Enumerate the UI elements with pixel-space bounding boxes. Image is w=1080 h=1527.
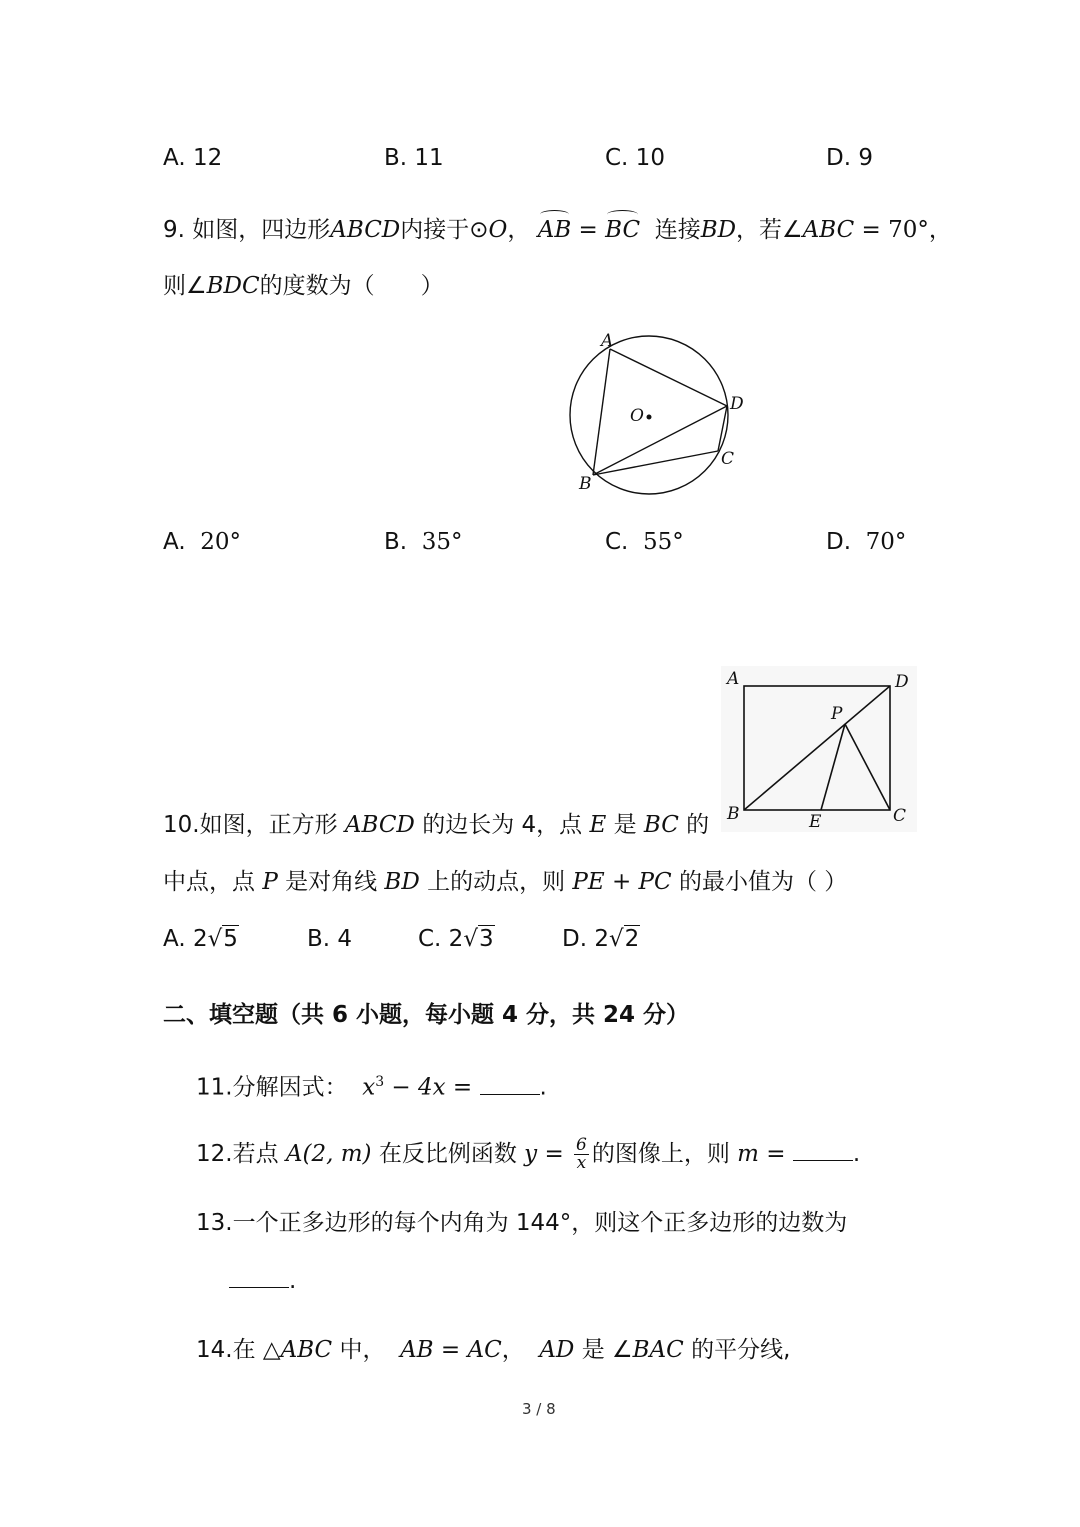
segment-bc [593, 451, 718, 475]
q10-line1: 10.如图，正方形 ABCD 的边长为 4，点 E 是 BC 的 [163, 812, 710, 838]
q8-option-a: A. 12 [163, 145, 223, 171]
section-heading: 二、填空题（共 6 小题，每小题 4 分，共 24 分） [163, 1002, 690, 1028]
label-a: A [601, 331, 614, 351]
arc-ab: AB [537, 217, 572, 243]
label-d: D [730, 394, 744, 414]
label-c: C [893, 806, 907, 826]
segment-bd [593, 406, 727, 475]
answer-blank[interactable] [480, 1074, 540, 1095]
q10-option-d: D. 2√2 [562, 926, 640, 952]
label-e: E [809, 812, 822, 832]
q9-option-c: C. 55° [605, 529, 684, 555]
q10-option-a: A. 2√5 [163, 926, 238, 952]
q8-option-b: B. 11 [384, 145, 444, 171]
q9-line1: 9. 如图，四边形ABCD内接于⊙O， AB = BC 连接BD，若∠ABC = 70°， [163, 217, 952, 243]
segment-ad [610, 349, 727, 406]
label-a: A [727, 669, 740, 689]
q9-option-a: A. 20° [163, 529, 242, 555]
label-p: P [831, 704, 843, 724]
q9-option-d: D. 70° [826, 529, 907, 555]
q13-line2: . [229, 1266, 296, 1296]
q9-line2: 则∠BDC的度数为（ ） [163, 273, 444, 299]
label-c: C [721, 449, 735, 469]
page-number: 3 / 8 [522, 1400, 556, 1418]
q8-option-c: C. 10 [605, 145, 665, 171]
answer-blank[interactable] [229, 1267, 289, 1288]
label-d: D [895, 672, 909, 692]
q11-line: 11.分解因式： $x^3 - 4x$ = . [196, 1074, 547, 1101]
q9-option-b: B. 35° [384, 529, 463, 555]
q10-option-b: B. 4 [307, 926, 353, 952]
label-o: O [630, 406, 644, 426]
q12-line: 12.若点 A(2, m) 在反比例函数 y = $\frac{6}{x}$ 的图像上，则 m = . [196, 1135, 861, 1173]
arc-bc: BC [605, 217, 641, 243]
label-b: B [727, 804, 740, 824]
q13-line1: 13.一个正多边形的每个内角为 144°，则这个正多边形的边数为 [196, 1210, 848, 1236]
answer-blank[interactable] [793, 1140, 853, 1161]
fraction: $\frac{6}{x}$ [576, 1135, 587, 1173]
q14-line: 14.在 △ABC 中， AB = AC， AD 是 ∠BAC 的平分线, [196, 1337, 791, 1363]
q8-option-d: D. 9 [826, 145, 873, 171]
q10-square-figure [721, 666, 917, 832]
segment-ab [593, 349, 610, 475]
q10-option-c: C. 2√3 [418, 926, 494, 952]
q9-circle-figure [560, 328, 760, 503]
center-dot [647, 415, 652, 420]
q10-line2: 中点，点 P 是对角线 BD 上的动点，则 PE + PC 的最小值为（ ） [163, 869, 848, 895]
label-b: B [579, 474, 592, 494]
